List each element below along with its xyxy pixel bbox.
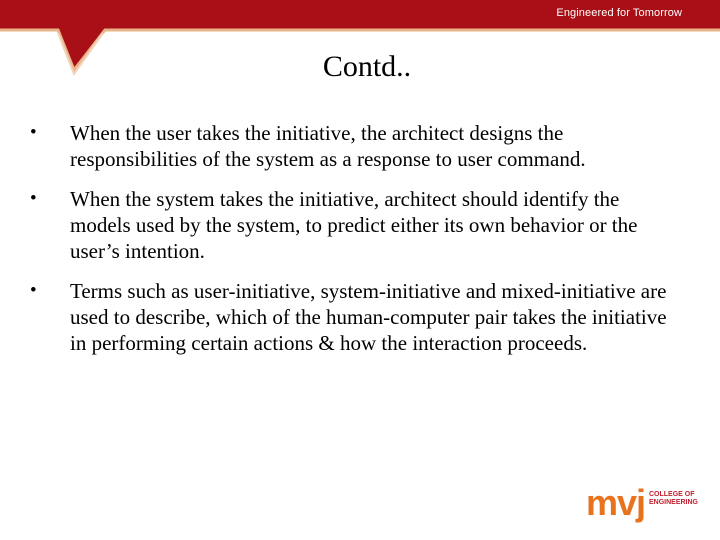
bullet-icon: • (30, 280, 37, 301)
bullet-item (30, 120, 670, 172)
bullet-icon: • (30, 122, 37, 143)
logo-wordmark: mvj (586, 482, 646, 523)
bullet-list (30, 120, 670, 370)
bullet-icon: • (30, 188, 37, 209)
logo-line-2: ENGINEERING (649, 499, 699, 506)
bullet-item (30, 278, 670, 356)
header-tagline: Engineered for Tomorrow (556, 7, 682, 19)
bullet-text: When the user takes the initiative, the architect designs the responsibilities of the system as a response to user command. (70, 121, 586, 171)
slide-title: Contd.. (322, 50, 412, 83)
bullet-text: When the system takes the initiative, architect should identify the models used by the system, to predict either its own behavior or the user’s intention. (70, 187, 638, 263)
bullet-item (30, 186, 670, 264)
bullet-text: Terms such as user-initiative, system-initiative and mixed-initiative are used to describe, which of the human-computer pair takes the initiative in performing certain actions & how the interaction proceeds. (70, 279, 667, 355)
logo-college-name (649, 491, 698, 507)
college-logo (586, 482, 704, 532)
logo-line-1: COLLEGE OF (649, 491, 695, 498)
